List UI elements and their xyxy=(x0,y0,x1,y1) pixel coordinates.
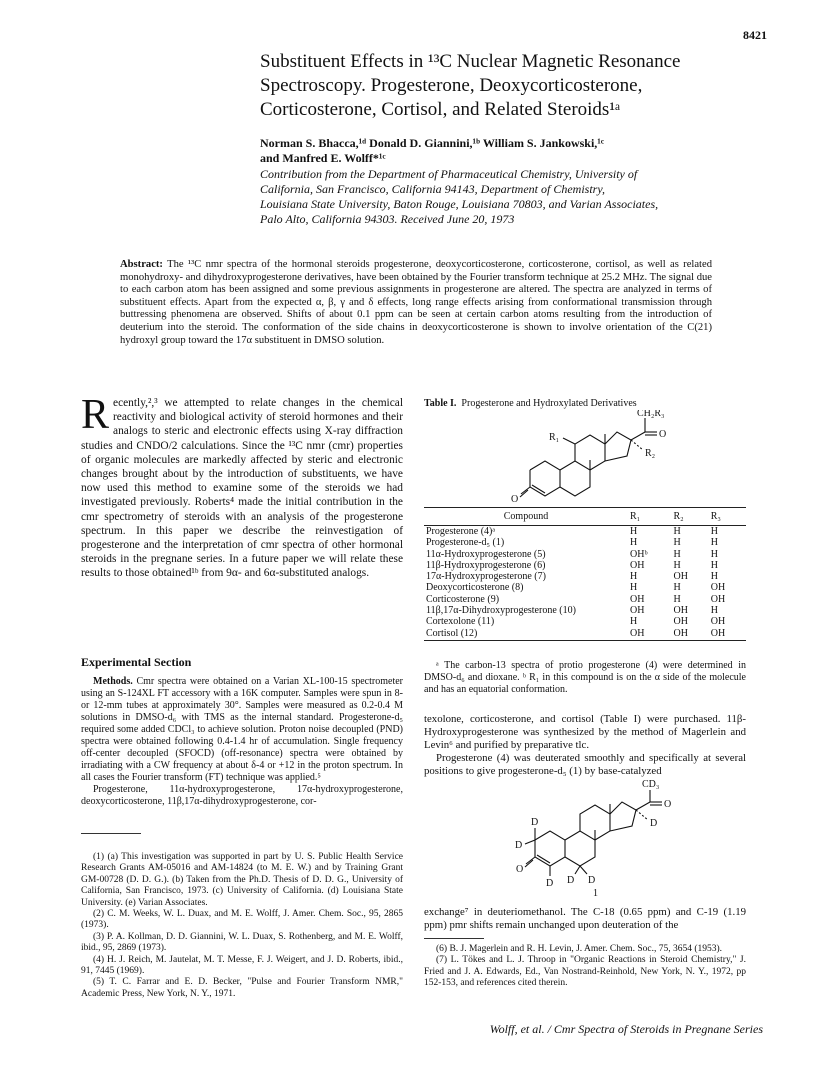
right-text: exchange⁷ in deuteriomethanol. The C-18 (0.65 ppm) and C-19 (1.19 ppm) pmr shifts remain unchanged upon deuteration of the xyxy=(424,906,746,931)
ring-d xyxy=(610,802,636,831)
deuterated-structure-figure xyxy=(505,778,705,898)
oxo-bond xyxy=(521,487,530,494)
cell: 11β-Hydroxyprogesterone (6) xyxy=(426,559,546,571)
r2-label: R₂ xyxy=(645,448,656,459)
table-row xyxy=(424,594,746,605)
cell: OH xyxy=(630,559,645,571)
footnote: (1) (a) This investigation was supported in part by U. S. Public Health Service Research Grants AM-05016 and AM-14824 (to M. E. W.) and by Training Grant GM-00728 (D. D. G.). (b) Taken from the Ph.D. Thesis of D. D. G., University of California, San Francisco, 1973. (c) University of California. (d) Louisiana State University. (e) Varian Associates. xyxy=(81,852,403,908)
ring-a xyxy=(530,461,560,496)
methods-label: Methods. xyxy=(93,676,133,687)
d-bottom-label: D xyxy=(546,878,554,889)
abstract-label: Abstract: xyxy=(120,259,163,270)
cell: 17α-Hydroxyprogesterone (7) xyxy=(426,571,546,583)
title-line: Corticosterone, Cortisol, and Related Steroids¹ᵃ xyxy=(260,99,621,120)
cell: OH xyxy=(710,593,726,605)
footnotes-right xyxy=(424,944,746,990)
table-caption xyxy=(424,398,746,409)
o3-label: O xyxy=(516,864,524,875)
affiliation-line: Palo Alto, California 94303. Received June 20, 1973 xyxy=(260,212,515,226)
table-row xyxy=(424,549,746,560)
drop-cap: R xyxy=(81,392,110,438)
steroid-structure-figure xyxy=(505,410,705,505)
cell: H xyxy=(630,537,638,549)
cell: H xyxy=(710,548,718,560)
ring-b xyxy=(565,831,595,866)
intro-paragraph xyxy=(81,392,403,581)
cell: Cortexolone (11) xyxy=(426,616,495,628)
affiliation-line: California, San Francisco, California 94143, Department of Chemistry, xyxy=(260,182,605,196)
cell: H xyxy=(630,616,638,628)
intro-text: ecently,²,³ we attempted to relate changes in the chemical reactivity and biological activity of steroid hormones and their analogs to steric and electronic effects using X-ray diffraction studies and CNDO/2 calculations. Since the ¹³C nmr (cmr) properties of organic molecules are markedly affected by steric and electronic changes brought about by the introduction of substituents, we have now used this method to examine some of the steroids we had investigated previously. Roberts⁴ made the initial contribution in the cmr spectrometry of steroids with an analysis of the progesterone spectrum. In this paper we describe the reinvestigation of progesterone and the interpretation of cmr spectra of other hormonal steroids in the pregnane series. In a future paper we will relate these results to those obtained¹ᵇ from 9α- and 6α-substituted analogs. xyxy=(81,397,403,580)
cell: OH xyxy=(709,628,746,641)
cell: Deoxycorticosterone (8) xyxy=(426,582,524,594)
cell: Cortisol (12) xyxy=(424,628,628,641)
methods-text: Cmr spectra were obtained on a Varian XL-100-15 spectrometer using an S-124XL FT accessory with a 16K computer. Samples were spun in 8- or 12-mm tubes at approximately 30°. Samples were measured as 0.2-0.4 M solutions in DMSO-d₆ with TMS as the internal standard. Progesterone-d₅ required some added CDCl₃ to achieve solution. Proton noise decoupled (PND) spectra were obtained following 0.4-1.4 hr of accumulation. Single frequency off-center decoupled (SFOCD) (off-resonance) spectra were obtained by irradiating with a CW frequency at about δ-4 or +12 in the proton spectrum. In all cases the Fourier transform (FT) technique was applied.⁵ xyxy=(81,676,403,783)
table-progesterone-derivatives xyxy=(424,507,746,641)
article-title xyxy=(260,50,780,122)
cell: H xyxy=(630,571,638,583)
r1-label: R₁ xyxy=(549,432,560,443)
cell: H xyxy=(630,526,638,537)
table-header-row xyxy=(424,508,746,526)
side-chain-label: CH₂R₃ xyxy=(637,410,665,419)
right-paragraph-2 xyxy=(424,906,746,932)
compound-number: 1 xyxy=(593,888,598,898)
oxo-label: O xyxy=(664,799,672,810)
page-number: 8421 xyxy=(743,28,767,42)
right-text: Progesterone (4) was deuterated smoothly and specifically at several positions to give progesterone-d₅ (1) by base-catalyzed xyxy=(424,752,746,777)
side-chain-bond xyxy=(631,432,645,440)
table-row xyxy=(424,560,746,571)
cell: H xyxy=(673,559,681,571)
cell: Progesterone (4)ᵃ xyxy=(426,526,496,537)
footnote: (6) B. J. Magerlein and R. H. Levin, J. Amer. Chem. Soc., 75, 3654 (1953). xyxy=(436,944,723,954)
side-chain-bond xyxy=(636,802,650,810)
cell: OH xyxy=(710,616,726,628)
cell: H xyxy=(673,582,681,594)
table-row xyxy=(424,571,746,582)
ring-oxo-label: O xyxy=(511,494,519,505)
d17-bond xyxy=(636,810,648,820)
cell: OH xyxy=(630,593,645,605)
cell: OH xyxy=(628,628,671,641)
side-chain-label: CD₃ xyxy=(642,779,660,790)
d17-label: D xyxy=(650,818,658,829)
table-row xyxy=(424,628,746,641)
cell: H xyxy=(710,571,718,583)
cell: Corticosterone (9) xyxy=(426,593,500,605)
running-footer: Wolff, et al. / Cmr Spectra of Steroids in Pregnane Series xyxy=(489,1022,763,1036)
abstract-text: The ¹³C nmr spectra of the hormonal steroids progesterone, deoxycorticosterone, corticosterone, cortisol, as well as related monohydroxy- and dihydroxyprogesterone derivatives, have been obtained by the Fourier transform technique at 25.2 MHz. The signal due to each carbon atom has been assigned and some previous assignments in progesterone are altered. The spectra are analyzed in terms of substituent effects. Apart from the expected α, β, γ and δ effects, long range effects arising from conformational transmission through buttressing phenomena are observed. Shifts of about 0.1 ppm can be seen at certain carbon atoms resulting from the introduction of deuterium into the steroid. The conformation of the side chains in deoxycorticosterone is shown to involve orientation of the C(21) hydroxyl group toward the 17α substituent in DMSO solution. xyxy=(120,259,712,346)
ring-d xyxy=(605,432,631,461)
right-paragraph xyxy=(424,713,746,778)
affiliation xyxy=(260,167,760,227)
cell: OH xyxy=(673,571,688,583)
col-header: Compound xyxy=(424,508,628,526)
title-line: Spectroscopy. Progesterone, Deoxycorticosterone, xyxy=(260,75,643,96)
oxo-label: O xyxy=(659,429,667,440)
footnotes-left xyxy=(81,852,403,1000)
cell: H xyxy=(673,526,681,537)
table-row xyxy=(424,582,746,593)
table-footnote-text: ᵃ The carbon-13 spectra of protio progesterone (4) were determined in DMSO-d₆ and dioxane. ᵇ R₁ in this compound is on the α side of the molecule and has an equatorial conformation. xyxy=(424,660,746,695)
cell: H xyxy=(710,559,718,571)
footnote: (2) C. M. Weeks, W. L. Duax, and M. E. Wolff, J. Amer. Chem. Soc., 95, 2865 (1973). xyxy=(81,909,403,931)
d6a-label: D xyxy=(567,875,575,886)
col-header: R₁ xyxy=(628,508,671,526)
author-line: Norman S. Bhacca,¹ᵈ Donald D. Giannini,¹ᵇ William S. Jankowski,¹ᶜ xyxy=(260,136,605,150)
cell: OH xyxy=(671,628,708,641)
d-top-label: D xyxy=(531,817,539,828)
footnote: (7) L. Tökes and L. J. Throop in "Organic Reactions in Steroid Chemistry," J. Fried and J. A. Edwards, Ed., Van Nostrand-Reinhold, New York, N. Y., 1972, pp 152-153, and references cited therein. xyxy=(424,955,746,989)
col-header: R₃ xyxy=(709,508,746,526)
r2-bond xyxy=(631,440,643,450)
cell: H xyxy=(710,605,718,617)
r1-bond xyxy=(563,438,575,444)
cell: H xyxy=(710,526,718,537)
ring-a xyxy=(535,831,565,866)
table-label: Table I. xyxy=(424,398,457,409)
cell: OH xyxy=(673,616,688,628)
experimental-section xyxy=(81,655,403,808)
affiliation-line: Louisiana State University, Baton Rouge, Louisiana 70803, and Varian Associates, xyxy=(260,197,659,211)
oxo-bond xyxy=(526,857,535,864)
footnote-rule xyxy=(424,938,484,939)
cell: H xyxy=(630,582,638,594)
cell: H xyxy=(673,537,681,549)
footnote: (4) H. J. Reich, M. Jautelat, M. T. Messe, F. J. Weigert, and J. D. Roberts, ibid., 91, 7445 (1969). xyxy=(81,954,403,977)
affiliation-line: Contribution from the Department of Pharmaceutical Chemistry, University of xyxy=(260,167,638,181)
author-list xyxy=(260,136,760,166)
table-footnote xyxy=(424,660,746,696)
experimental-para2: Progesterone, 11α-hydroxyprogesterone, 17α-hydroxyprogesterone, deoxycorticosterone, 11β,17α-dihydroxyprogesterone, cor- xyxy=(81,784,403,807)
section-heading: Experimental Section xyxy=(81,655,192,669)
cell: OH xyxy=(630,605,645,617)
d6-bond xyxy=(580,866,587,874)
abstract xyxy=(120,259,712,347)
table-row xyxy=(424,537,746,548)
cell: H xyxy=(673,548,681,560)
ring-b xyxy=(560,461,590,496)
cell: Progesterone-d₅ (1) xyxy=(426,537,505,549)
table-row xyxy=(424,616,746,627)
table-row xyxy=(424,526,746,538)
footnote: (5) T. C. Farrar and E. D. Becker, "Pulse and Fourier Transform NMR," Academic Press, New York, N. Y., 1971. xyxy=(81,977,403,999)
d6-bond xyxy=(575,866,580,874)
table-row xyxy=(424,605,746,616)
cell: OH xyxy=(673,605,688,617)
footnote: (3) P. A. Kollman, D. D. Giannini, W. L. Duax, S. Rothenberg, and M. E. Wolff, ibid., 95, 2869 (1973). xyxy=(81,931,403,954)
table-caption-text: Progesterone and Hydroxylated Derivatives xyxy=(461,398,637,409)
cell: OH xyxy=(710,582,726,594)
d-left-label: D xyxy=(515,840,523,851)
title-line: Substituent Effects in ¹³C Nuclear Magnetic Resonance xyxy=(260,51,681,72)
right-text: texolone, corticosterone, and cortisol (Table I) were purchased. 11β-Hydroxyprogesterone was synthesized by the method of Magerlein and Levin⁶ and purified by preparative tlc. xyxy=(424,713,746,751)
d2-bond xyxy=(525,840,535,844)
author-line: and Manfred E. Wolff*¹ᶜ xyxy=(260,151,386,165)
footnote-rule xyxy=(81,833,141,834)
cell: H xyxy=(673,593,681,605)
cell: 11β,17α-Dihydroxyprogesterone (10) xyxy=(426,605,576,617)
col-header: R₂ xyxy=(671,508,708,526)
d6b-label: D xyxy=(588,875,596,886)
cell: H xyxy=(710,537,718,549)
methods-paragraph xyxy=(81,676,403,808)
cell: OHᵇ xyxy=(630,548,648,560)
cell: 11α-Hydroxyprogesterone (5) xyxy=(426,548,546,560)
